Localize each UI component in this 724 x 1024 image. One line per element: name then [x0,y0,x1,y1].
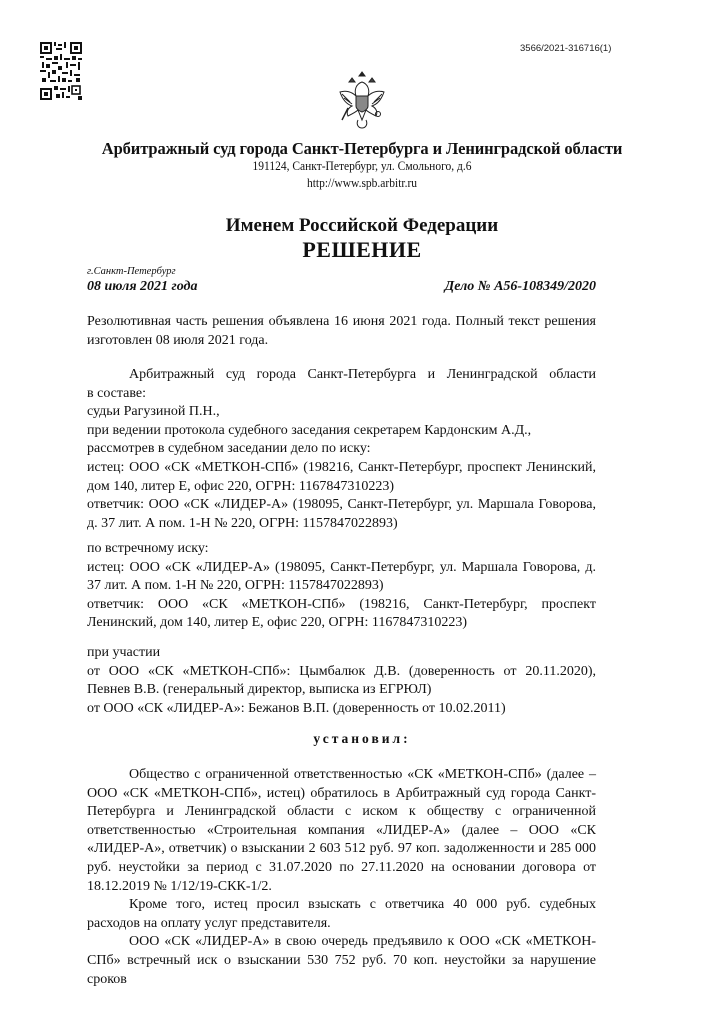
announcement-text: Резолютивная часть решения объявлена 16 июня 2021 года. Полный текст решения изготовлен 08 июля 2021 года. [87,314,596,348]
case-number: Дело № А56-108349/2020 [444,279,596,294]
counterclaim-plaintiff: истец: ООО «СК «ЛИДЕР-А» (198095, Санкт-Петербург, ул. Маршала Говорова, д. 37 лит. А пом. 1-Н № 220, ОГРН: 1157847022893) [87,559,596,594]
city: г.Санкт-Петербург [87,266,176,277]
qr-code-icon [40,42,82,100]
established-paragraph: Общество с ограниченной ответственностью «СК «МЕТКОН-СПб» (далее – ООО «СК «МЕТКОН-СПб», истец) обратилось в Арбитражный суд города Санкт-Петербурга и Ленинградской области с иском к обществу с ограниченной ответственностью «Строительная компания «ЛИДЕР-А» (далее – ООО «СК «ЛИДЕР-А», ответчик) о взыскании 2 603 512 руб. 97 коп. задолженности и 285 000 руб. неустойки за период с 31.07.2020 по 27.11.2020 на основании договора от 18.12.2019 № 1/12/19-СКК-1/2. [87,767,596,894]
considered: рассмотрев в судебном заседании дело по иску: [87,441,371,457]
established-paragraph: Кроме того, истец просил взыскать с ответчика 40 000 руб. судебных расходов на оплату услуг представителя. [87,897,596,931]
plaintiff: истец: ООО «СК «МЕТКОН-СПб» (198216, Санкт-Петербург, проспект Ленинский, дом 140, литер Е, офис 220, ОГРН: 1167847310223) [87,459,596,494]
secretary: при ведении протокола судебного заседания секретарем Кардонским А.Д., [87,422,532,438]
russian-coat-of-arms-icon [334,68,390,132]
court-line: Арбитражный суд города Санкт-Петербурга и Ленинградской области [129,367,596,382]
established-block [87,766,596,989]
established-paragraph: ООО «СК «ЛИДЕР-А» в свою очередь предъявило к ООО «СК «МЕТКОН-СПб» встречный иск о взыскании 530 752 руб. 70 коп. неустойки за нарушение сроков [87,934,596,987]
participation-block [87,644,596,718]
court-address: 191124, Санкт-Петербург, ул. Смольного, д.6 [252,159,472,173]
court-composition-block [87,366,596,533]
counterclaim-heading: по встречному иску: [87,541,209,556]
participation-heading: при участии [87,645,161,660]
court-website-link[interactable]: http://www.spb.arbitr.ru [306,176,418,190]
document-title: РЕШЕНИЕ [302,237,422,262]
defendant: ответчик: ООО «СК «ЛИДЕР-А» (198095, Санкт-Петербург, ул. Маршала Говорова, д. 37 лит. А пом. 1-Н № 220, ОГРН: 1157847022893) [87,497,596,531]
document-number: 3566/2021-316716(1) [520,43,612,54]
name-of-russian-federation: Именем Российской Федерации [225,215,499,236]
counterclaim-defendant: ответчик: ООО «СК «МЕТКОН-СПб» (198216, Санкт-Петербург, проспект Ленинский, дом 140, литер Е, офис 220, ОГРН: 1167847310223) [87,596,596,631]
counterclaim-block [87,540,596,633]
established-heading: установил: [313,731,411,746]
participation-lider: от ООО «СК «ЛИДЕР-А»: Бежанов В.П. (доверенность от 10.02.2011) [87,700,506,716]
judge: судьи Рагузиной П.Н., [87,404,220,420]
in-composition: в составе: [87,385,147,401]
announcement-paragraph [87,313,596,350]
decision-date: 08 июля 2021 года [87,279,198,294]
participation-metkon: от ООО «СК «МЕТКОН-СПб»: Цымбалюк Д.В. (доверенность от 20.11.2020), Певнев В.В. (генеральный директор, выписка из ЕГРЮЛ) [87,663,596,698]
court-name: Арбитражный суд города Санкт-Петербурга и Ленинградской области [101,139,623,158]
